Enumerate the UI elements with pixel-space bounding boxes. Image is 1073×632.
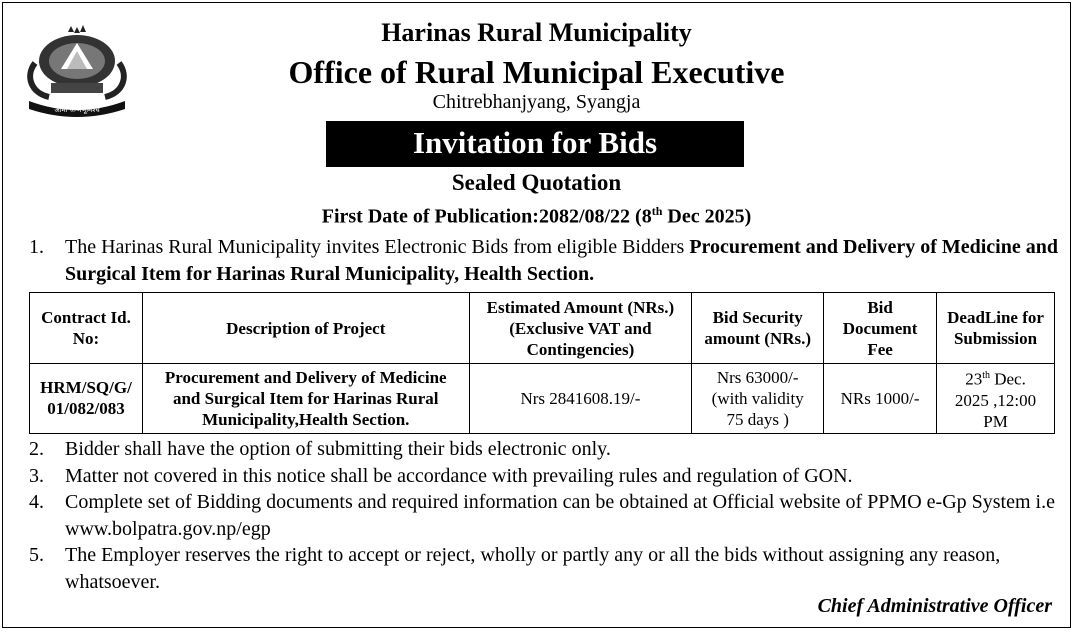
header-description: Description of Project	[142, 293, 469, 364]
cell-estimated-amount: Nrs 2841608.19/-	[469, 364, 692, 434]
header-contract-id: Contract Id. No:	[30, 293, 143, 364]
cell-bid-security: Nrs 63000/- (with validity 75 days )	[692, 364, 824, 434]
bid-table	[29, 292, 1055, 434]
header-document-fee: Bid Document Fee	[824, 293, 937, 364]
cell-deadline: 23th Dec. 2025 ,12:00 PM	[937, 364, 1055, 434]
publication-date: First Date of Publication:2082/08/22 (8th Dec 2025)	[321, 204, 752, 228]
signature: Chief Administrative Officer	[817, 595, 1052, 617]
table-header-row	[30, 293, 1055, 364]
office-address: Chitrebhanjyang, Syangja	[432, 91, 641, 113]
municipality-name: Harinas Rural Municipality	[381, 18, 692, 47]
header-estimated-amount: Estimated Amount (NRs.) (Exclusive VAT and Contingencies)	[469, 293, 692, 364]
table-row	[30, 364, 1055, 434]
bid-notice	[2, 2, 1071, 628]
header-bid-security: Bid Security amount (NRs.)	[692, 293, 824, 364]
office-name: Office of Rural Municipal Executive	[288, 54, 785, 90]
cell-description: Procurement and Delivery of Medicine and Surgical Item for Harinas Rural Municipality,Health Section.	[142, 364, 469, 434]
cell-document-fee: NRs 1000/-	[824, 364, 937, 434]
invitation-banner: Invitation for Bids	[326, 121, 744, 167]
quotation-type: Sealed Quotation	[451, 170, 622, 195]
notice-item-2: 2. Bidder shall have the option of submitting their bids electronic only.	[29, 438, 611, 460]
notice-item-4: 4. Complete set of Bidding documents and required information can be obtained at Official website of PPMO e-Gp System i.e www.bolpatra.gov.np/egp	[29, 491, 1055, 540]
notice-item-5: 5. The Employer reserves the right to accept or reject, wholly or partly any or all the bids without assigning any reason, whatsoever.	[29, 544, 1001, 593]
cell-contract-id: HRM/SQ/G/ 01/082/083	[30, 364, 143, 434]
notice-item-1: 1. The Harinas Rural Municipality invites Electronic Bids from eligible Bidders Procurement and Delivery of Medicine and Surgical Item for Harinas Rural Municipality, Health Section.	[29, 236, 1058, 285]
emblem-caption: आमा जन्मभूमिश्च	[54, 106, 100, 114]
header-deadline: DeadLine for Submission	[937, 293, 1055, 364]
notice-item-3: 3. Matter not covered in this notice shall be accordance with prevailing rules and regulation of GON.	[29, 465, 853, 487]
